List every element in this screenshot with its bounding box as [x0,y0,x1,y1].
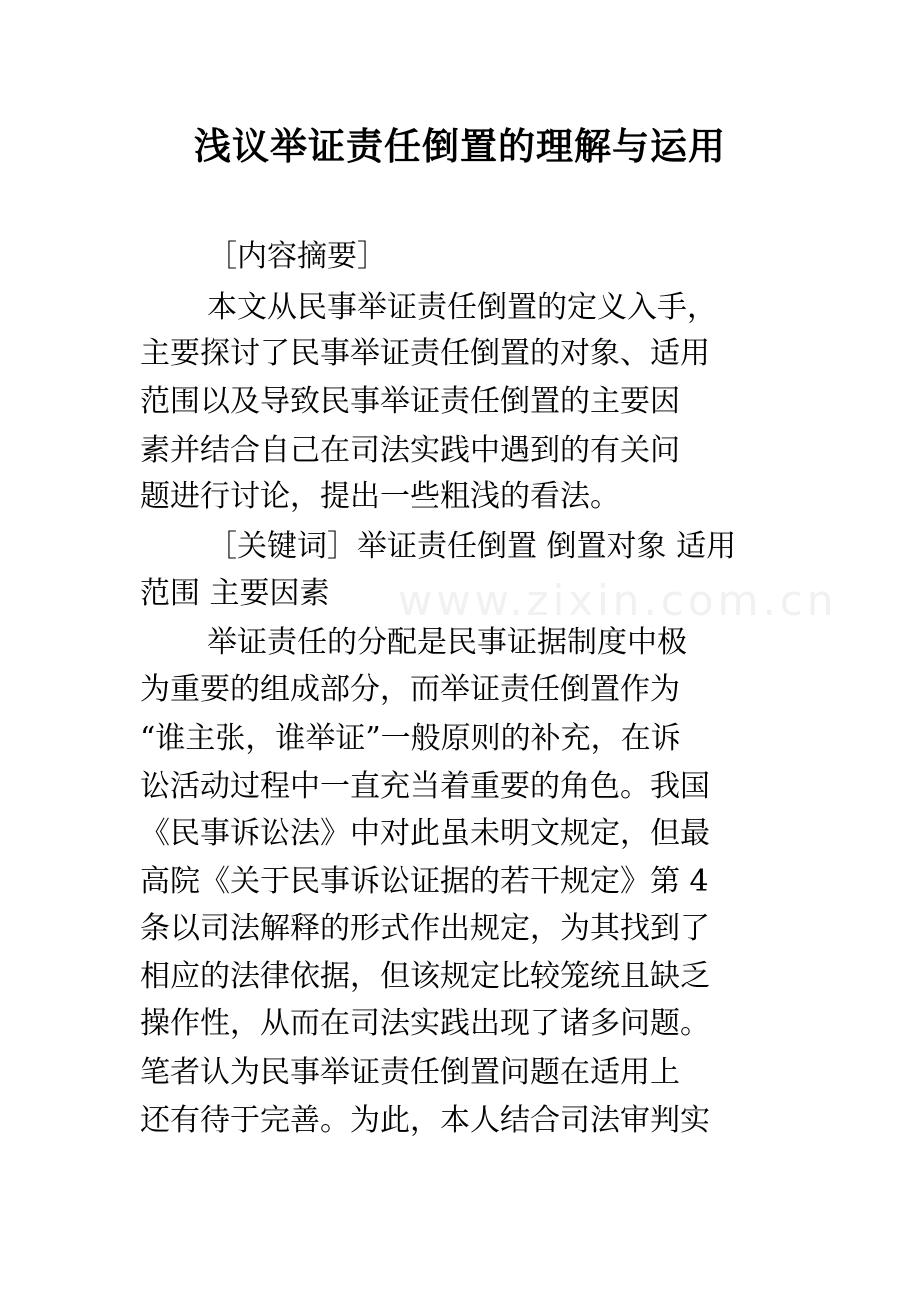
paragraph-line: 素并结合自己在司法实践中遇到的有关问 [140,433,680,468]
paragraph-line: 操作性，从而在司法实践出现了诸多问题。 [140,1006,710,1041]
paragraph-line: 题进行讨论，提出一些粗浅的看法。 [140,479,620,514]
paragraph-line: 讼活动过程中一直充当着重要的角色。我国 [140,769,710,804]
keywords-line: ［关键词］举证责任倒置 倒置对象 适用 [207,529,737,564]
paragraph-line: 范围以及导致民事举证责任倒置的主要因 [140,384,680,419]
paragraph-line: 条以司法解释的形式作出规定，为其找到了 [140,911,710,946]
paragraph-line: 相应的法律依据，但该规定比较笼统且缺乏 [140,959,710,994]
paragraph-line: 为重要的组成部分，而举证责任倒置作为 [140,672,680,707]
paragraph-line: 还有待于完善。为此，本人结合司法审判实 [140,1103,710,1138]
keywords-line: 范围 主要因素 [140,576,330,611]
paragraph-line: “谁主张，谁举证”一般原则的补充，在诉 [140,721,681,756]
paragraph-line: 《民事诉讼法》中对此虽未明文规定，但最 [140,816,710,851]
paragraph-line: 高院《关于民事诉讼证据的若干规定》第 4 [140,864,709,899]
paragraph-line: 举证责任的分配是民事证据制度中极 [207,625,687,660]
document-title: 浅议举证责任倒置的理解与运用 [194,125,726,168]
watermark: www.zixin.com.cn [398,576,838,625]
paragraph-line: 本文从民事举证责任倒置的定义入手， [207,290,717,325]
paragraph-line: 笔者认为民事举证责任倒置问题在适用上 [140,1055,680,1090]
abstract-heading: ［内容摘要］ [207,239,387,274]
paragraph-line: 主要探讨了民事举证责任倒置的对象、适用 [140,336,710,371]
